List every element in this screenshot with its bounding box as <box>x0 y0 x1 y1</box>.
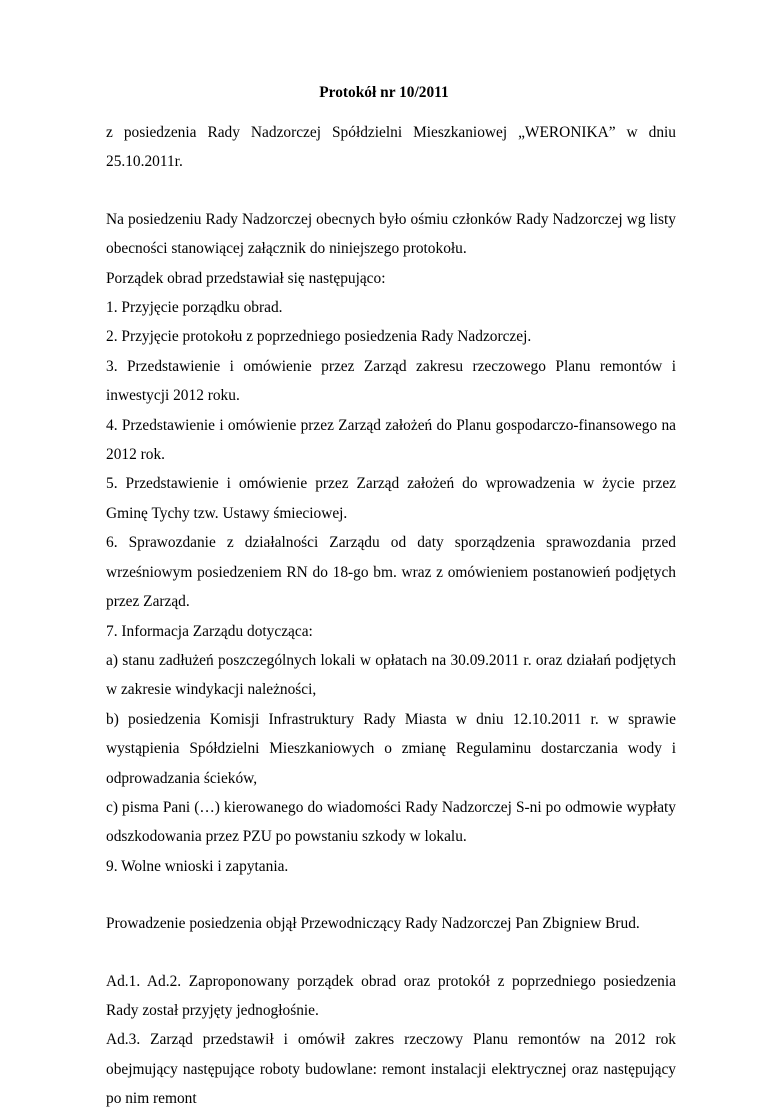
paragraph: 9. Wolne wnioski i zapytania. <box>106 857 289 875</box>
paragraph: Na posiedzeniu Rady Nadzorczej obecnych było ośmiu członków Rady Nadzorczej wg listy obecności stanowiącej załącznik do niniejszego protokołu. <box>106 210 676 258</box>
paragraph: z posiedzenia Rady Nadzorczej Spółdzielni Mieszkaniowej „WERONIKA” w dniu 25.10.2011r. <box>106 124 676 171</box>
document-title: Protokół nr 10/2011 <box>319 84 449 101</box>
paragraph: b) posiedzenia Komisji Infrastruktury Rady Miasta w dniu 12.10.2011 r. w sprawie wystąpienia Spółdzielni Mieszkaniowych o zmianę Regulaminu dostarczania wody i odprowadzania ścieków, <box>106 710 676 787</box>
paragraph: 7. Informacja Zarządu dotycząca: <box>106 622 313 640</box>
paragraph: 5. Przedstawienie i omówienie przez Zarząd założeń do wprowadzenia w życie przez Gminę Tychy tzw. Ustawy śmieciowej. <box>106 475 676 522</box>
paragraph: Porządek obrad przedstawiał się następująco: <box>106 269 386 287</box>
paragraph: Ad.1. Ad.2. Zaproponowany porządek obrad oraz protokół z poprzedniego posiedzenia Rady został przyjęty jednogłośnie. <box>106 972 676 1019</box>
paragraph: Prowadzenie posiedzenia objął Przewodniczący Rady Nadzorczej Pan Zbigniew Brud. <box>106 915 640 933</box>
paragraph: 4. Przedstawienie i omówienie przez Zarząd założeń do Planu gospodarczo-finansowego na 2012 rok. <box>106 416 676 464</box>
paragraph: 6. Sprawozdanie z działalności Zarządu od daty sporządzenia sprawozdania przed wrześniowym posiedzeniem RN do 18-go bm. wraz z omówieniem postanowień podjętych przez Zarząd. <box>106 534 676 611</box>
paragraph: c) pisma Pani (…) kierowanego do wiadomości Rady Nadzorczej S-ni po odmowie wypłaty odszkodowania przez PZU po powstaniu szkody w lokalu. <box>106 798 676 846</box>
document-body <box>106 118 676 1114</box>
paragraph: Ad.3. Zarząd przedstawił i omówił zakres rzeczowy Planu remontów na 2012 rok obejmujący następujące roboty budowlane: remont instalacji elektrycznej oraz następujący po nim remont <box>106 1031 676 1108</box>
paragraph: a) stanu zadłużeń poszczególnych lokali w opłatach na 30.09.2011 r. oraz działań podjętych w zakresie windykacji należności, <box>106 651 676 699</box>
paragraph-spacer <box>106 939 676 967</box>
paragraph: 3. Przedstawienie i omówienie przez Zarząd zakresu rzeczowego Planu remontów i inwestycji 2012 roku. <box>106 357 676 405</box>
paragraph-spacer <box>106 881 676 909</box>
paragraph: 2. Przyjęcie protokołu z poprzedniego posiedzenia Rady Nadzorczej. <box>106 328 532 346</box>
paragraph: 1. Przyjęcie porządku obrad. <box>106 299 283 317</box>
paragraph-spacer <box>106 177 676 205</box>
